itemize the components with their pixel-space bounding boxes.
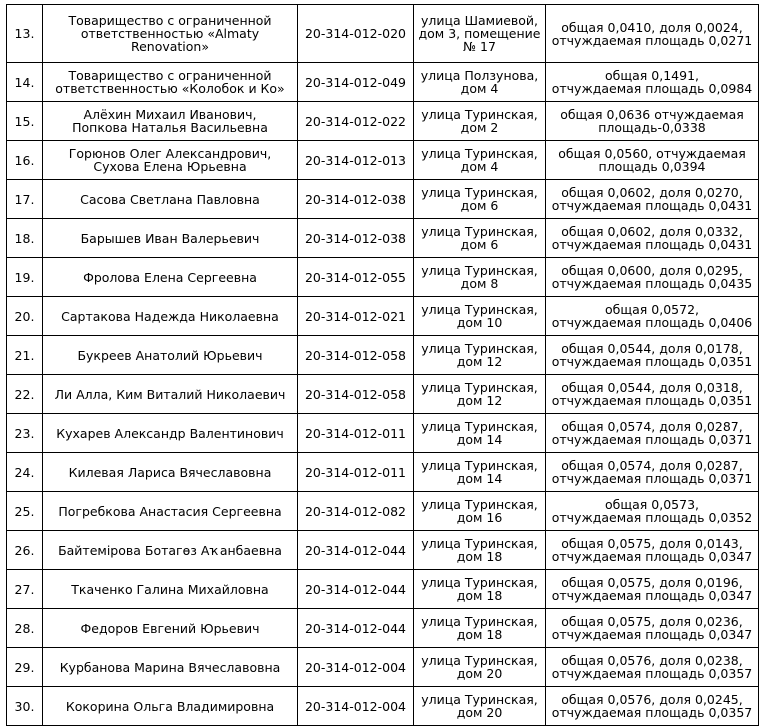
cadastral-number: 20-314-012-044 [298, 531, 414, 570]
cadastral-number: 20-314-012-038 [298, 180, 414, 219]
owner-name: Байтемірова Ботагөз Аҡанбаевна [43, 531, 298, 570]
cadastral-number: 20-314-012-013 [298, 141, 414, 180]
row-number: 13. [7, 5, 43, 63]
owner-name: Ли Алла, Ким Виталий Николаевич [43, 375, 298, 414]
row-number: 19. [7, 258, 43, 297]
address: улица Шамиевой, дом 3, помещение № 17 [414, 5, 546, 63]
area: общая 0,0575, доля 0,0143, отчуждаемая площадь 0,0347 [546, 531, 759, 570]
table-row [7, 141, 759, 180]
row-number: 21. [7, 336, 43, 375]
owner-name: Погребкова Анастасия Сергеевна [43, 492, 298, 531]
row-number: 15. [7, 102, 43, 141]
area: общая 0,0410, доля 0,0024, отчуждаемая площадь 0,0271 [546, 5, 759, 63]
owner-name: Курбанова Марина Вячеславовна [43, 648, 298, 687]
land-plots-table [6, 4, 759, 726]
owner-name: Федоров Евгений Юрьевич [43, 609, 298, 648]
area: общая 0,0602, доля 0,0332, отчуждаемая площадь 0,0431 [546, 219, 759, 258]
cadastral-number: 20-314-012-020 [298, 5, 414, 63]
table-row [7, 648, 759, 687]
area: общая 0,0576, доля 0,0238, отчуждаемая площадь 0,0357 [546, 648, 759, 687]
table-row [7, 687, 759, 726]
area: общая 0,0544, доля 0,0178, отчуждаемая площадь 0,0351 [546, 336, 759, 375]
cadastral-number: 20-314-012-082 [298, 492, 414, 531]
area: общая 0,0574, доля 0,0287, отчуждаемая площадь 0,0371 [546, 453, 759, 492]
row-number: 23. [7, 414, 43, 453]
row-number: 20. [7, 297, 43, 336]
area: общая 0,0560, отчуждаемая площадь 0,0394 [546, 141, 759, 180]
table-row [7, 102, 759, 141]
cadastral-number: 20-314-012-055 [298, 258, 414, 297]
table-row [7, 258, 759, 297]
address: улица Туринская, дом 8 [414, 258, 546, 297]
area: общая 0,0573, отчуждаемая площадь 0,0352 [546, 492, 759, 531]
table-row [7, 63, 759, 102]
area: общая 0,0574, доля 0,0287, отчуждаемая площадь 0,0371 [546, 414, 759, 453]
cadastral-number: 20-314-012-004 [298, 687, 414, 726]
owner-name: Горюнов Олег Александрович, Сухова Елена Юрьевна [43, 141, 298, 180]
table-row [7, 375, 759, 414]
address: улица Туринская, дом 2 [414, 102, 546, 141]
owner-name: Килевая Лариса Вячеславовна [43, 453, 298, 492]
address: улица Туринская, дом 20 [414, 648, 546, 687]
address: улица Туринская, дом 18 [414, 570, 546, 609]
area: общая 0,0636 отчуждаемая площадь-0,0338 [546, 102, 759, 141]
table-row [7, 570, 759, 609]
owner-name: Фролова Елена Сергеевна [43, 258, 298, 297]
table-row [7, 414, 759, 453]
cadastral-number: 20-314-012-011 [298, 453, 414, 492]
cadastral-number: 20-314-012-049 [298, 63, 414, 102]
row-number: 22. [7, 375, 43, 414]
owner-name: Сасова Светлана Павловна [43, 180, 298, 219]
row-number: 24. [7, 453, 43, 492]
cadastral-number: 20-314-012-022 [298, 102, 414, 141]
cadastral-number: 20-314-012-011 [298, 414, 414, 453]
owner-name: Товарищество с ограниченной ответственностью «Колобок и Ко» [43, 63, 298, 102]
row-number: 26. [7, 531, 43, 570]
owner-name: Кокорина Ольга Владимировна [43, 687, 298, 726]
cadastral-number: 20-314-012-044 [298, 570, 414, 609]
owner-name: Ткаченко Галина Михайловна [43, 570, 298, 609]
area: общая 0,0572, отчуждаемая площадь 0,0406 [546, 297, 759, 336]
owner-name: Сартакова Надежда Николаевна [43, 297, 298, 336]
address: улица Туринская, дом 6 [414, 219, 546, 258]
cadastral-number: 20-314-012-004 [298, 648, 414, 687]
address: улица Туринская, дом 12 [414, 336, 546, 375]
area: общая 0,0576, доля 0,0245, отчуждаемая площадь 0,0357 [546, 687, 759, 726]
owner-name: Алёхин Михаил Иванович, Попкова Наталья Васильевна [43, 102, 298, 141]
address: улица Туринская, дом 20 [414, 687, 546, 726]
area: общая 0,0600, доля 0,0295, отчуждаемая площадь 0,0435 [546, 258, 759, 297]
row-number: 17. [7, 180, 43, 219]
area: общая 0,0602, доля 0,0270, отчуждаемая площадь 0,0431 [546, 180, 759, 219]
address: улица Туринская, дом 6 [414, 180, 546, 219]
row-number: 29. [7, 648, 43, 687]
address: улица Ползунова, дом 4 [414, 63, 546, 102]
area: общая 0,0575, доля 0,0196, отчуждаемая площадь 0,0347 [546, 570, 759, 609]
address: улица Туринская, дом 18 [414, 609, 546, 648]
cadastral-number: 20-314-012-021 [298, 297, 414, 336]
address: улица Туринская, дом 14 [414, 414, 546, 453]
row-number: 14. [7, 63, 43, 102]
row-number: 18. [7, 219, 43, 258]
address: улица Туринская, дом 12 [414, 375, 546, 414]
row-number: 16. [7, 141, 43, 180]
address: улица Туринская, дом 10 [414, 297, 546, 336]
address: улица Туринская, дом 16 [414, 492, 546, 531]
table-row [7, 219, 759, 258]
table-body [7, 5, 759, 726]
row-number: 25. [7, 492, 43, 531]
owner-name: Кухарев Александр Валентинович [43, 414, 298, 453]
table-row [7, 180, 759, 219]
table-row [7, 609, 759, 648]
cadastral-number: 20-314-012-038 [298, 219, 414, 258]
address: улица Туринская, дом 18 [414, 531, 546, 570]
owner-name: Товарищество с ограниченной ответственностью «Almaty Renovation» [43, 5, 298, 63]
cadastral-number: 20-314-012-058 [298, 336, 414, 375]
owner-name: Барышев Иван Валерьевич [43, 219, 298, 258]
row-number: 27. [7, 570, 43, 609]
owner-name: Букреев Анатолий Юрьевич [43, 336, 298, 375]
area: общая 0,0544, доля 0,0318, отчуждаемая площадь 0,0351 [546, 375, 759, 414]
table-row [7, 297, 759, 336]
address: улица Туринская, дом 4 [414, 141, 546, 180]
table-row [7, 5, 759, 63]
cadastral-number: 20-314-012-058 [298, 375, 414, 414]
table-row [7, 531, 759, 570]
address: улица Туринская, дом 14 [414, 453, 546, 492]
table-row [7, 453, 759, 492]
area: общая 0,1491, отчуждаемая площадь 0,0984 [546, 63, 759, 102]
area: общая 0,0575, доля 0,0236, отчуждаемая площадь 0,0347 [546, 609, 759, 648]
row-number: 28. [7, 609, 43, 648]
cadastral-number: 20-314-012-044 [298, 609, 414, 648]
row-number: 30. [7, 687, 43, 726]
table-row [7, 336, 759, 375]
table-row [7, 492, 759, 531]
